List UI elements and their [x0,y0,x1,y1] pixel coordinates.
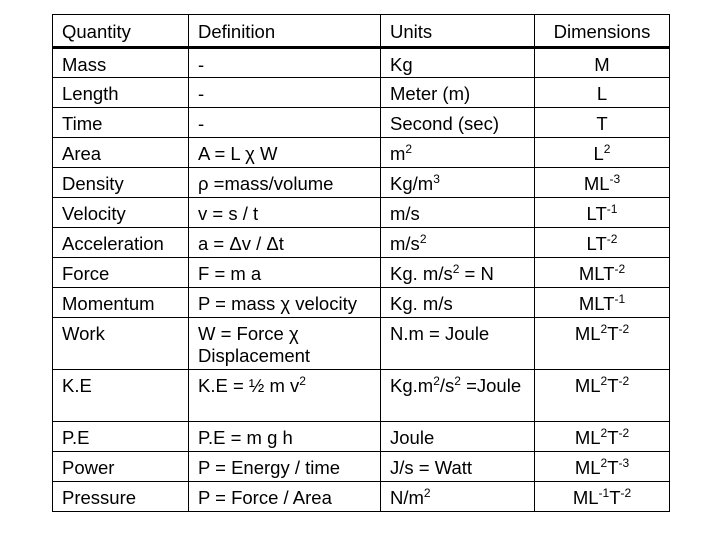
table-row [53,482,670,512]
cell-units: Kg [381,48,535,78]
cell-definition: F = m a [189,258,381,288]
header-row [53,15,670,48]
header-definition: Definition [189,15,381,48]
cell-quantity: Area [53,138,189,168]
quantities-table [52,14,670,512]
cell-definition: ρ =mass/volume [189,168,381,198]
cell-dimensions: $ML^{-1}T^{-2}$ [535,482,670,512]
cell-units: $Kg/m^3$ [381,168,535,198]
cell-definition: a = Δv / Δt [189,228,381,258]
header-units: Units [381,15,535,48]
cell-dimensions: $ML^2T^{-2}$ [535,370,670,422]
cell-units: Second (sec) [381,108,535,138]
cell-units: J/s = Watt [381,452,535,482]
cell-quantity: Time [53,108,189,138]
cell-quantity: P.E [53,422,189,452]
cell-definition: - [189,78,381,108]
cell-units: $Kg.m^2/s^2$ =Joule [381,370,535,422]
table-row [53,318,670,370]
cell-quantity: K.E [53,370,189,422]
table-row [53,228,670,258]
cell-quantity: Velocity [53,198,189,228]
cell-definition: P = Energy / time [189,452,381,482]
cell-units: $N/m^2$ [381,482,535,512]
cell-dimensions: L [535,78,670,108]
cell-definition: - [189,48,381,78]
table-row [53,108,670,138]
cell-quantity: Momentum [53,288,189,318]
cell-dimensions: $ML^2T^{-2}$ [535,318,670,370]
cell-definition: P = mass χ velocity [189,288,381,318]
cell-definition: W = Force χ Displacement [189,318,381,370]
cell-definition: - [189,108,381,138]
cell-quantity: Density [53,168,189,198]
cell-units: Meter (m) [381,78,535,108]
cell-units: N.m = Joule [381,318,535,370]
header-dimensions: Dimensions [535,15,670,48]
cell-dimensions: $MLT^{-2}$ [535,258,670,288]
cell-dimensions: $ML^2T^{-2}$ [535,422,670,452]
cell-definition: v = s / t [189,198,381,228]
cell-dimensions: $LT^{-1}$ [535,198,670,228]
cell-dimensions: T [535,108,670,138]
table-row [53,48,670,78]
cell-definition: K.E = ½ m $v^2$ [189,370,381,422]
cell-quantity: Power [53,452,189,482]
cell-definition: P = Force / Area [189,482,381,512]
cell-dimensions: M [535,48,670,78]
table-row [53,422,670,452]
cell-units: Kg. m/s [381,288,535,318]
header-quantity: Quantity [53,15,189,48]
cell-dimensions: $L^2$ [535,138,670,168]
cell-units: m/s [381,198,535,228]
cell-definition: P.E = m g h [189,422,381,452]
cell-quantity: Force [53,258,189,288]
table-row [53,370,670,422]
cell-quantity: Pressure [53,482,189,512]
cell-dimensions: $MLT^{-1}$ [535,288,670,318]
cell-quantity: Acceleration [53,228,189,258]
table-row [53,78,670,108]
table-row [53,452,670,482]
cell-units: Kg. $m/s^2 = N$ [381,258,535,288]
cell-definition: A = L χ W [189,138,381,168]
cell-quantity: Work [53,318,189,370]
cell-quantity: Length [53,78,189,108]
cell-units: $m^2$ [381,138,535,168]
table-row [53,198,670,228]
table-row [53,138,670,168]
cell-dimensions: $ML^{-3}$ [535,168,670,198]
cell-units: $m/s^2$ [381,228,535,258]
cell-dimensions: $ML^2T^{-3}$ [535,452,670,482]
cell-dimensions: $LT^{-2}$ [535,228,670,258]
table-row [53,168,670,198]
table-row [53,288,670,318]
cell-units: Joule [381,422,535,452]
cell-quantity: Mass [53,48,189,78]
table-row [53,258,670,288]
